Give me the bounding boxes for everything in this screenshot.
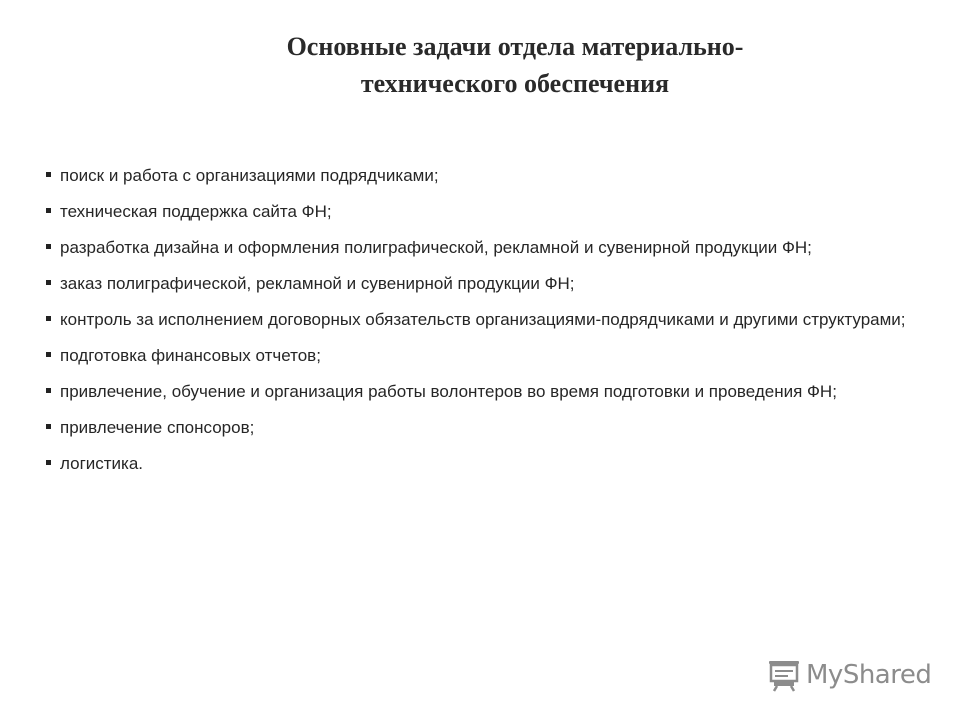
task-text: заказ полиграфической, рекламной и сувенирной продукции ФН; (60, 274, 575, 293)
myshared-watermark[interactable] (766, 655, 931, 695)
square-bullet-icon (46, 208, 51, 213)
square-bullet-icon (46, 280, 51, 285)
square-bullet-icon (46, 352, 51, 357)
square-bullet-icon (46, 388, 51, 393)
task-text: привлечение, обучение и организация работы волонтеров во время подготовки и проведения ФН; (60, 382, 837, 401)
task-text: привлечение спонсоров; (60, 418, 255, 437)
task-item (44, 271, 917, 297)
task-text: разработка дизайна и оформления полиграфической, рекламной и сувенирной продукции ФН; (60, 238, 812, 257)
square-bullet-icon (46, 460, 51, 465)
task-item (44, 415, 917, 441)
square-bullet-icon (46, 316, 51, 321)
task-text: подготовка финансовых отчетов; (60, 346, 321, 365)
task-item (44, 163, 917, 189)
slide-title-line-1: Основные задачи отдела материально- (286, 32, 744, 61)
task-item (44, 451, 917, 477)
task-item (44, 235, 917, 261)
square-bullet-icon (46, 244, 51, 249)
presentation-board-icon (766, 657, 802, 693)
task-text: поиск и работа с организациями подрядчиками; (60, 166, 439, 185)
task-item (44, 307, 917, 333)
slide-title-line-2: технического обеспечения (360, 69, 670, 98)
square-bullet-icon (46, 424, 51, 429)
task-text: контроль за исполнением договорных обязательств организациями-подрядчиками и другими структурами; (60, 310, 906, 329)
square-bullet-icon (46, 172, 51, 177)
slide-title (120, 28, 910, 102)
task-item (44, 199, 917, 225)
task-text: техническая поддержка сайта ФН; (60, 202, 332, 221)
task-list (44, 163, 917, 487)
watermark-text: MyShared (806, 660, 932, 690)
task-item (44, 343, 917, 369)
task-text: логистика. (60, 454, 144, 473)
task-item (44, 379, 917, 405)
